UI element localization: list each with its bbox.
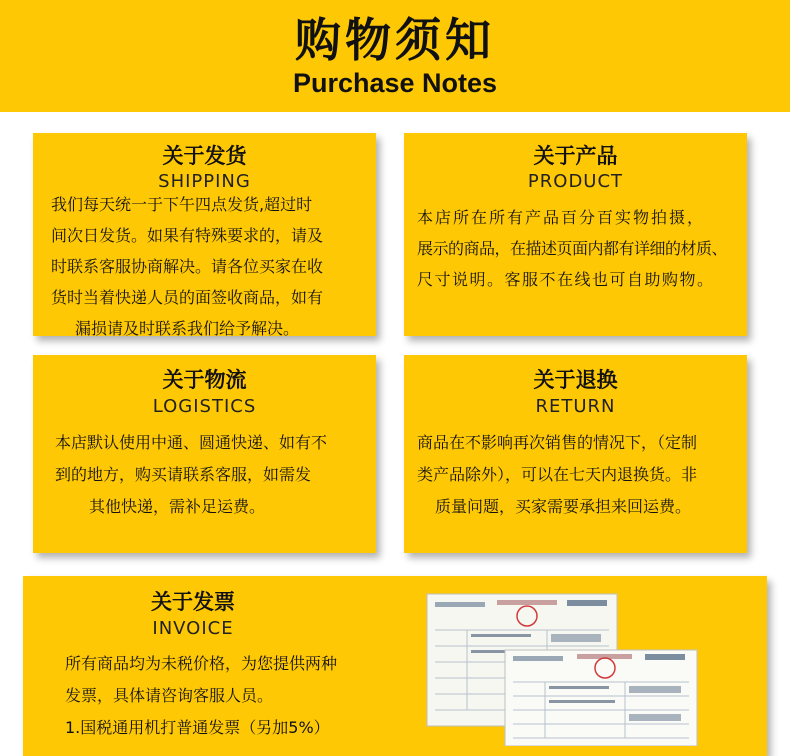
return-text xyxy=(417,427,743,523)
page-subtitle: Purchase Notes xyxy=(292,68,498,98)
shipping-line: 间次日发货。如果有特殊要求的，请及 xyxy=(51,226,324,245)
page-title: 购物须知 xyxy=(295,13,495,67)
logistics-title: 关于物流 xyxy=(162,368,247,392)
shipping-subtitle: SHIPPING xyxy=(158,171,251,192)
product-subtitle: PRODUCT xyxy=(527,171,624,192)
invoice-line: 1.国税通用机打普通发票（另加5%） xyxy=(65,718,330,737)
shipping-title: 关于发货 xyxy=(162,144,247,168)
shipping-line: 货时当着快递人员的面签收商品，如有 xyxy=(51,288,324,307)
return-line: 商品在不影响再次销售的情况下，（定制 xyxy=(417,433,698,452)
invoice-subtitle: INVOICE xyxy=(152,618,234,639)
return-subtitle: RETURN xyxy=(535,396,616,417)
shipping-text xyxy=(51,189,371,344)
logistics-line: 到的地方，购买请联系客服，如需发 xyxy=(55,465,312,484)
product-title: 关于产品 xyxy=(533,144,618,168)
return-card xyxy=(404,355,747,553)
product-line: 展示的商品，在描述页面内都有详细的材质、 xyxy=(417,239,728,258)
logistics-line: 本店默认使用中通、圆通快递、如有不 xyxy=(55,433,328,452)
shipping-line: 我们每天统一于下午四点发货,超过时 xyxy=(51,195,313,214)
return-title: 关于退换 xyxy=(533,368,618,392)
shipping-line: 时联系客服协商解决。请各位买家在收 xyxy=(51,257,324,276)
logistics-subtitle: LOGISTICS xyxy=(152,396,257,417)
invoice-title: 关于发票 xyxy=(151,590,235,614)
return-line: 类产品除外），可以在七天内退换货。非 xyxy=(417,465,698,484)
invoice-sample-image xyxy=(425,592,700,746)
product-card xyxy=(404,133,747,336)
invoice-line: 所有商品均为未税价格，为您提供两种 xyxy=(65,654,338,673)
product-line: 尺寸说明。客服不在线也可自助购物。 xyxy=(417,270,715,289)
return-line: 质量问题，买家需要承担来回运费。 xyxy=(435,497,692,516)
product-line: 本店所在所有产品百分百实物拍摄， xyxy=(417,208,706,227)
logistics-text xyxy=(55,427,375,523)
header-banner xyxy=(0,0,790,112)
logistics-line: 其他快递，需补足运费。 xyxy=(89,497,266,516)
product-text xyxy=(417,202,743,295)
logistics-card xyxy=(33,355,376,553)
invoice-text xyxy=(65,648,405,744)
invoice-sample-graphic xyxy=(425,592,700,746)
invoice-line: 发票，具体请咨询客服人员。 xyxy=(65,686,274,705)
shipping-card xyxy=(33,133,376,336)
shipping-line: 漏损请及时联系我们给予解决。 xyxy=(75,319,300,338)
